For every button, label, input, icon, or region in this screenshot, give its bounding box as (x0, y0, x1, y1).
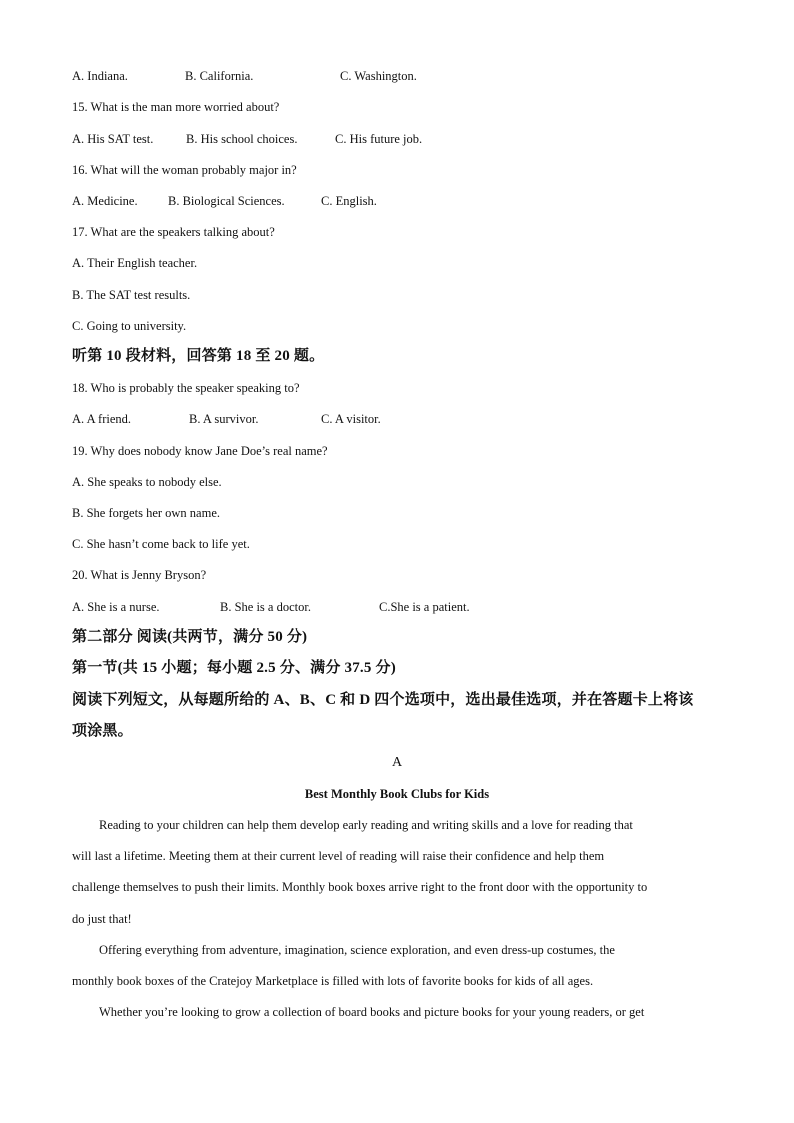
q18-question: 18. Who is probably the speaker speaking to? (72, 381, 300, 395)
q18-option-a: A. A friend. (72, 412, 132, 426)
q15-question: 15. What is the man more worried about? (72, 100, 280, 114)
q18-option-b: B. A survivor. (189, 412, 259, 426)
q14-option-b: B. California. (185, 69, 254, 83)
q14-option-c: C. Washington. (340, 69, 417, 83)
q16-option-a: A. Medicine. (72, 194, 138, 208)
q15-option-a: A. His SAT test. (72, 132, 154, 146)
passage-line-4: do just that! (72, 912, 132, 926)
q18-options (72, 411, 381, 427)
q20-question: 20. What is Jenny Bryson? (72, 568, 207, 582)
q20-option-b: B. She is a doctor. (220, 600, 311, 614)
instruction-line-1: 阅读下列短文，从每题所给的 A、B、C 和 D 四个选项中，选出最佳选项，并在答题卡上将该 (72, 692, 694, 708)
section-10-heading: 听第 10 段材料，回答第 18 至 20 题。 (72, 348, 325, 364)
passage-letter: A (391, 755, 403, 770)
instruction-line-2: 项涂黑。 (72, 723, 133, 739)
q15-options (72, 131, 422, 147)
q16-options (72, 193, 377, 209)
q20-options (72, 599, 470, 615)
q20-option-a: A. She is a nurse. (72, 600, 160, 614)
q20-option-c: C.She is a patient. (379, 600, 470, 614)
passage-line-3: challenge themselves to push their limits. Monthly book boxes arrive right to the front door with the opportunity to (72, 880, 648, 894)
passage-line-5: Offering everything from adventure, imagination, science exploration, and even dress-up costumes, the (99, 943, 615, 957)
q17-question: 17. What are the speakers talking about? (72, 225, 275, 239)
q17-option-b: B. The SAT test results. (72, 288, 191, 302)
q15-option-c: C. His future job. (335, 132, 423, 146)
q15-option-b: B. His school choices. (186, 132, 298, 146)
q19-option-c: C. She hasn’t come back to life yet. (72, 537, 250, 551)
q16-option-c: C. English. (321, 194, 377, 208)
q19-option-a: A. She speaks to nobody else. (72, 475, 222, 489)
q17-option-a: A. Their English teacher. (72, 256, 198, 270)
q18-option-c: C. A visitor. (321, 412, 381, 426)
passage-line-7: Whether you’re looking to grow a collection of board books and picture books for your young readers, or get (99, 1005, 645, 1019)
q17-option-c: C. Going to university. (72, 319, 187, 333)
passage-title: Best Monthly Book Clubs for Kids (304, 787, 490, 801)
q19-question: 19. Why does nobody know Jane Doe’s real name? (72, 444, 328, 458)
part-2-heading: 第二部分 阅读(共两节，满分 50 分) (72, 629, 308, 645)
q16-option-b: B. Biological Sciences. (168, 194, 285, 208)
q14-option-a: A. Indiana. (72, 69, 128, 83)
q19-option-b: B. She forgets her own name. (72, 506, 221, 520)
passage-line-6: monthly book boxes of the Cratejoy Marketplace is filled with lots of favorite books for kids of all ages. (72, 974, 594, 988)
passage-line-1: Reading to your children can help them develop early reading and writing skills and a love for reading that (99, 818, 633, 832)
section-1-heading: 第一节(共 15 小题；每小题 2.5 分、满分 37.5 分) (72, 660, 396, 676)
q16-question: 16. What will the woman probably major in? (72, 163, 297, 177)
passage-line-2: will last a lifetime. Meeting them at their current level of reading will raise their confidence and help them (72, 849, 605, 863)
q14-options (72, 68, 417, 84)
